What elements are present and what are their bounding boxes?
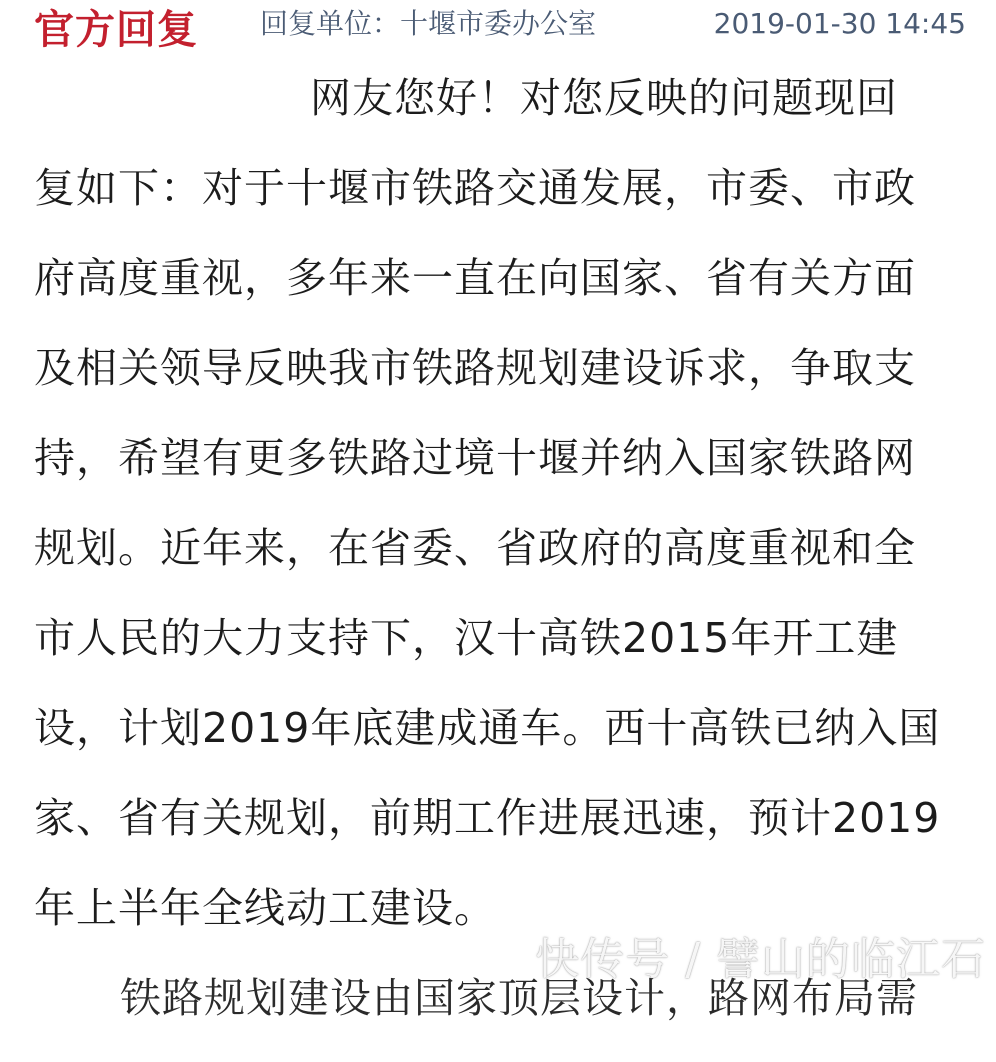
reply-body-line: 铁路规划建设由国家顶层设计，路网布局需 bbox=[120, 974, 918, 1022]
reply-body-line: 持，希望有更多铁路过境十堰并纳入国家铁路网 bbox=[34, 434, 916, 482]
reply-unit-text: 回复单位：十堰市委办公室 bbox=[260, 7, 597, 40]
official-reply-label: 官方回复 bbox=[34, 7, 198, 53]
reply-body-line: 年上半年全线动工建设。 bbox=[34, 884, 496, 932]
reply-body-line: 府高度重视，多年来一直在向国家、省有关方面 bbox=[34, 254, 916, 302]
reply-body-line: 规划。近年来，在省委、省政府的高度重视和全 bbox=[34, 524, 916, 572]
reply-body-line: 复如下：对于十堰市铁路交通发展，市委、市政 bbox=[34, 164, 916, 212]
reply-body-line: 及相关领导反映我市铁路规划建设诉求，争取支 bbox=[34, 344, 916, 392]
reply-body-line: 网友您好！对您反映的问题现回 bbox=[310, 74, 898, 122]
reply-body-line: 家、省有关规划，前期工作进展迅速，预计2019 bbox=[34, 794, 941, 842]
reply-body-line: 设，计划2019年底建成通车。西十高铁已纳入国 bbox=[34, 704, 941, 752]
reply-body bbox=[34, 72, 962, 1062]
source-watermark: 快传号 / 譬山的临江石 bbox=[535, 934, 986, 985]
reply-body-line: 市人民的大力支持下，汉十高铁2015年开工建 bbox=[34, 614, 899, 662]
reply-header bbox=[0, 0, 996, 56]
reply-timestamp: 2019-01-30 14:45 bbox=[713, 7, 966, 40]
